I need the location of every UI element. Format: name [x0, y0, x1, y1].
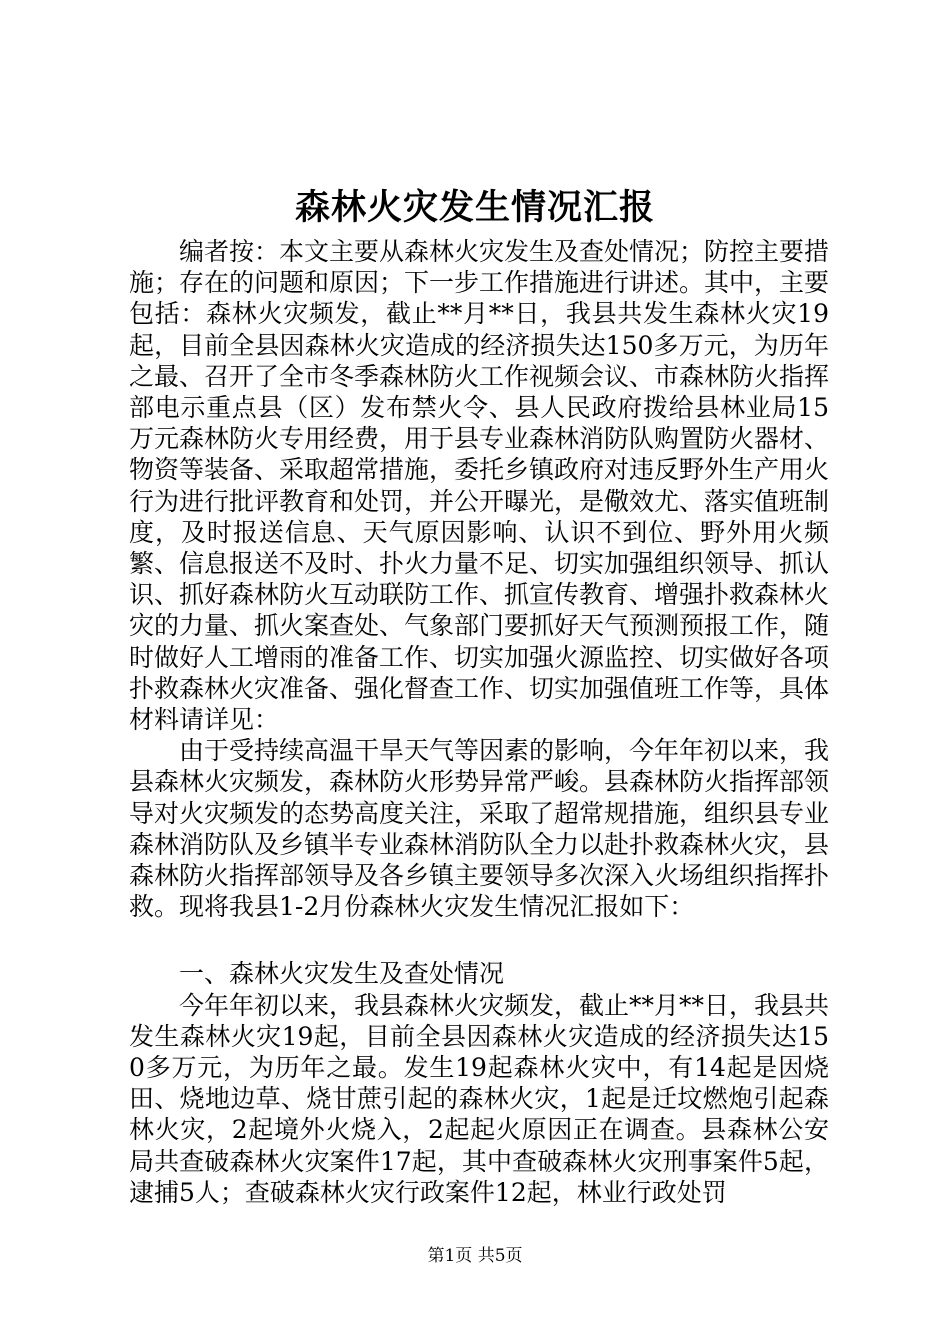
paragraph-spacer [129, 922, 829, 958]
section-paragraph: 今年年初以来，我县森林火灾频发，截止**月**日，我县共发生森林火灾19起，目前全县因森林火灾造成的经济损失达150多万元，为历年之最。发生19起森林火灾中，有14起是因烧田、烧地边草、烧甘蔗引起的森林火灾，1起是迁坟燃炮引起森林火灾，2起境外火烧入，2起起火原因正在调查。县森林公安局共查破森林火灾案件17起，其中查破森林火灾刑事案件5起，逮捕5人；查破森林火灾行政案件12起，林业行政处罚 [129, 990, 830, 1207]
section-heading: 一、森林火灾发生及查处情况 [179, 959, 505, 989]
document-body [129, 236, 829, 1208]
editor-note-paragraph: 编者按：本文主要从森林火灾发生及查处情况；防控主要措施；存在的问题和原因；下一步工作措施进行讲述。其中，主要包括：森林火灾频发，截止**月**日，我县共发生森林火灾19起，目前全县因森林火灾造成的经济损失达150多万元，为历年之最、召开了全市冬季森林防火工作视频会议、市森林防火指挥部电示重点县（区）发布禁火令、县人民政府拨给县林业局15万元森林防火专用经费，用于县专业森林消防队购置防火器材、物资等装备、采取超常措施，委托乡镇政府对违反野外生产用火行为进行批评教育和处罚，并公开曝光，是儆效尤、落实值班制度，及时报送信息、天气原因影响、认识不到位、野外用火频繁、信息报送不及时、扑火力量不足、切实加强组织领导、抓认识、抓好森林防火互动联防工作、抓宣传教育、增强扑救森林火灾的力量、抓火案查处、气象部门要抓好天气预测预报工作，随时做好人工增雨的准备工作、切实加强火源监控、切实做好各项扑救森林火灾准备、强化督查工作、切实加强值班工作等，具体材料请详见： [129, 237, 830, 735]
document-title: 森林火灾发生情况汇报 [294, 187, 655, 228]
page-footer: 第1页 共5页 [427, 1246, 523, 1266]
intro-paragraph: 由于受持续高温干旱天气等因素的影响，今年年初以来，我县森林火灾频发，森林防火形势异常严峻。县森林防火指挥部领导对火灾频发的态势高度关注，采取了超常规措施，组织县专业森林消防队及乡镇半专业森林消防队全力以赴扑救森林火灾，县森林防火指挥部领导及各乡镇主要领导多次深入火场组织指挥扑救。现将我县1-2月份森林火灾发生情况汇报如下： [129, 736, 830, 922]
